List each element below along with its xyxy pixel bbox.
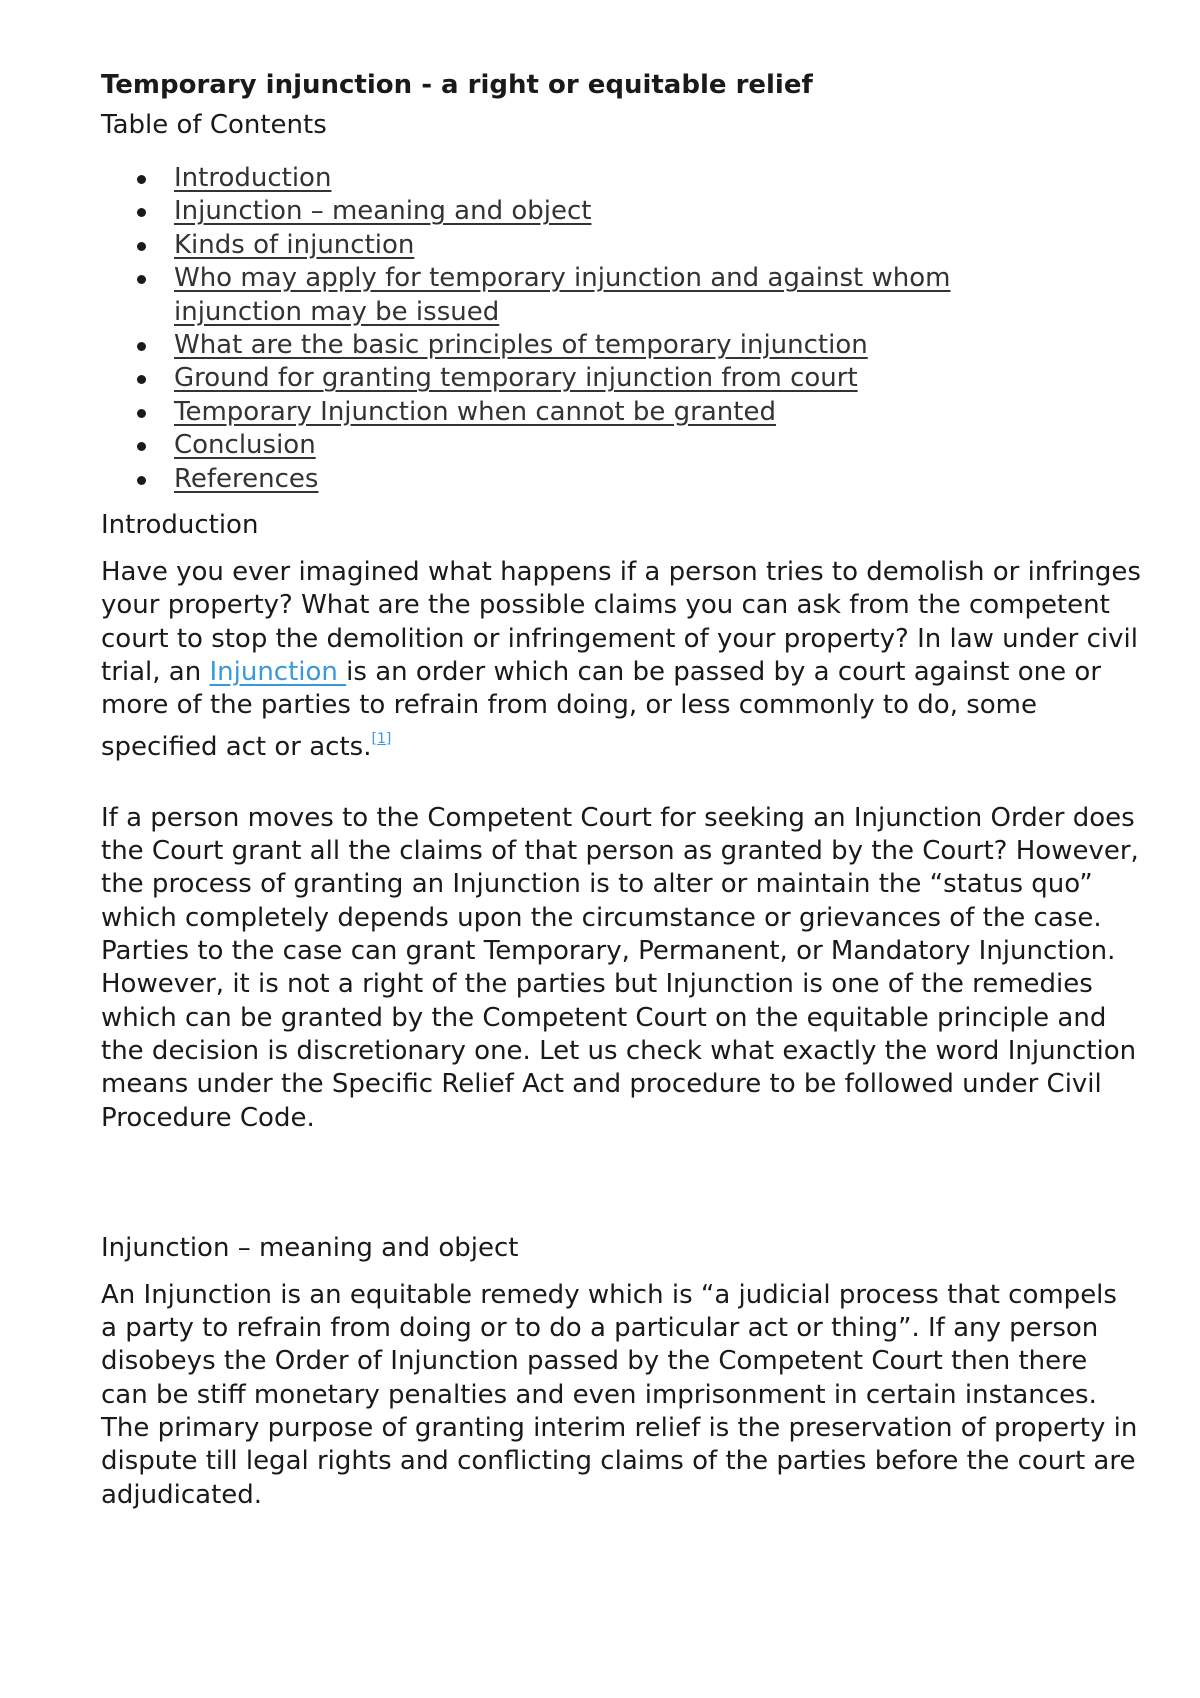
toc-link-conclusion[interactable]: Conclusion [174,430,316,461]
toc-link-introduction[interactable]: Introduction [174,163,332,193]
bullet-icon [137,208,146,217]
bullet-icon [137,442,146,451]
meaning-heading: Injunction – meaning and object [101,1232,519,1263]
paragraph-text: is an order which can be passed by a court against one or more of the parties to refrain from doing, or less commonly to do, some specified act or acts. [101,656,1102,762]
document-page [101,68,1141,1512]
toc-link-cannot-be-granted[interactable]: Temporary Injunction when cannot be granted [174,396,776,427]
bullet-icon [137,476,146,485]
spacer [101,1135,1141,1219]
paragraph-text: Have you ever imagined what happens if a person tries to demolish or infringes your property? What are the possible claims you can ask from the competent court to stop the demolition or infringement of your property? In law under civil trial, an [101,557,1141,687]
footnote-link[interactable]: [1] [371,730,392,747]
toc-item [101,229,1141,262]
toc-link-kinds[interactable]: Kinds of injunction [174,229,415,260]
bullet-icon [137,242,146,251]
toc-link-grounds[interactable]: Ground for granting temporary injunction from court [174,363,858,394]
toc-item [101,396,1141,429]
toc-heading: Table of Contents [101,110,327,140]
toc-link-meaning-and-object[interactable]: Injunction – meaning and object [174,196,592,227]
toc-link-references[interactable]: References [174,463,319,494]
bullet-icon [137,342,146,351]
toc-item [101,195,1141,228]
introduction-heading: Introduction [101,510,259,541]
bullet-icon [137,275,146,284]
document-title: Temporary injunction - a right or equitable relief [101,70,813,100]
toc-link-basic-principles[interactable]: What are the basic principles of temporary injunction [174,330,868,361]
toc-link-who-may-apply[interactable]: Who may apply for temporary injunction and against whom injunction may be issued [174,263,951,327]
meaning-paragraph-1: An Injunction is an equitable remedy which is “a judicial process that compels a party to refrain from doing or to do a particular act or thing”. If any person disobeys the Order of Injunction passed by the Competent Court then there can be stiff monetary penalties and even imprisonment in certain instances. The primary purpose of granting interim relief is the preservation of property in dispute till legal rights and conflicting claims of the parties before the court are adjudicated. [101,1279,1138,1510]
introduction-paragraph-1 [101,556,1141,764]
bullet-icon [137,375,146,384]
table-of-contents [101,162,1141,496]
toc-item [101,463,1141,496]
introduction-paragraph-2: If a person moves to the Competent Court for seeking an Injunction Order does the Court grant all the claims of that person as granted by the Court? However, the process of granting an Injunction is to alter or maintain the “status quo” which completely depends upon the circumstance or grievances of the case. Parties to the case can grant Temporary, Permanent, or Mandatory Injunction. However, it is not a right of the parties but Injunction is one of the remedies which can be granted by the Competent Court on the equitable principle and the decision is discretionary one. Let us check what exactly the word Injunction means under the Specific Relief Act and procedure to be followed under Civil Procedure Code. [101,802,1139,1133]
toc-item [101,429,1141,462]
toc-item [101,329,1141,362]
injunction-link[interactable]: Injunction [209,656,347,687]
bullet-icon [137,409,146,418]
toc-item [101,362,1141,395]
toc-item [101,262,1141,329]
toc-item [101,162,1141,195]
bullet-icon [137,175,146,184]
